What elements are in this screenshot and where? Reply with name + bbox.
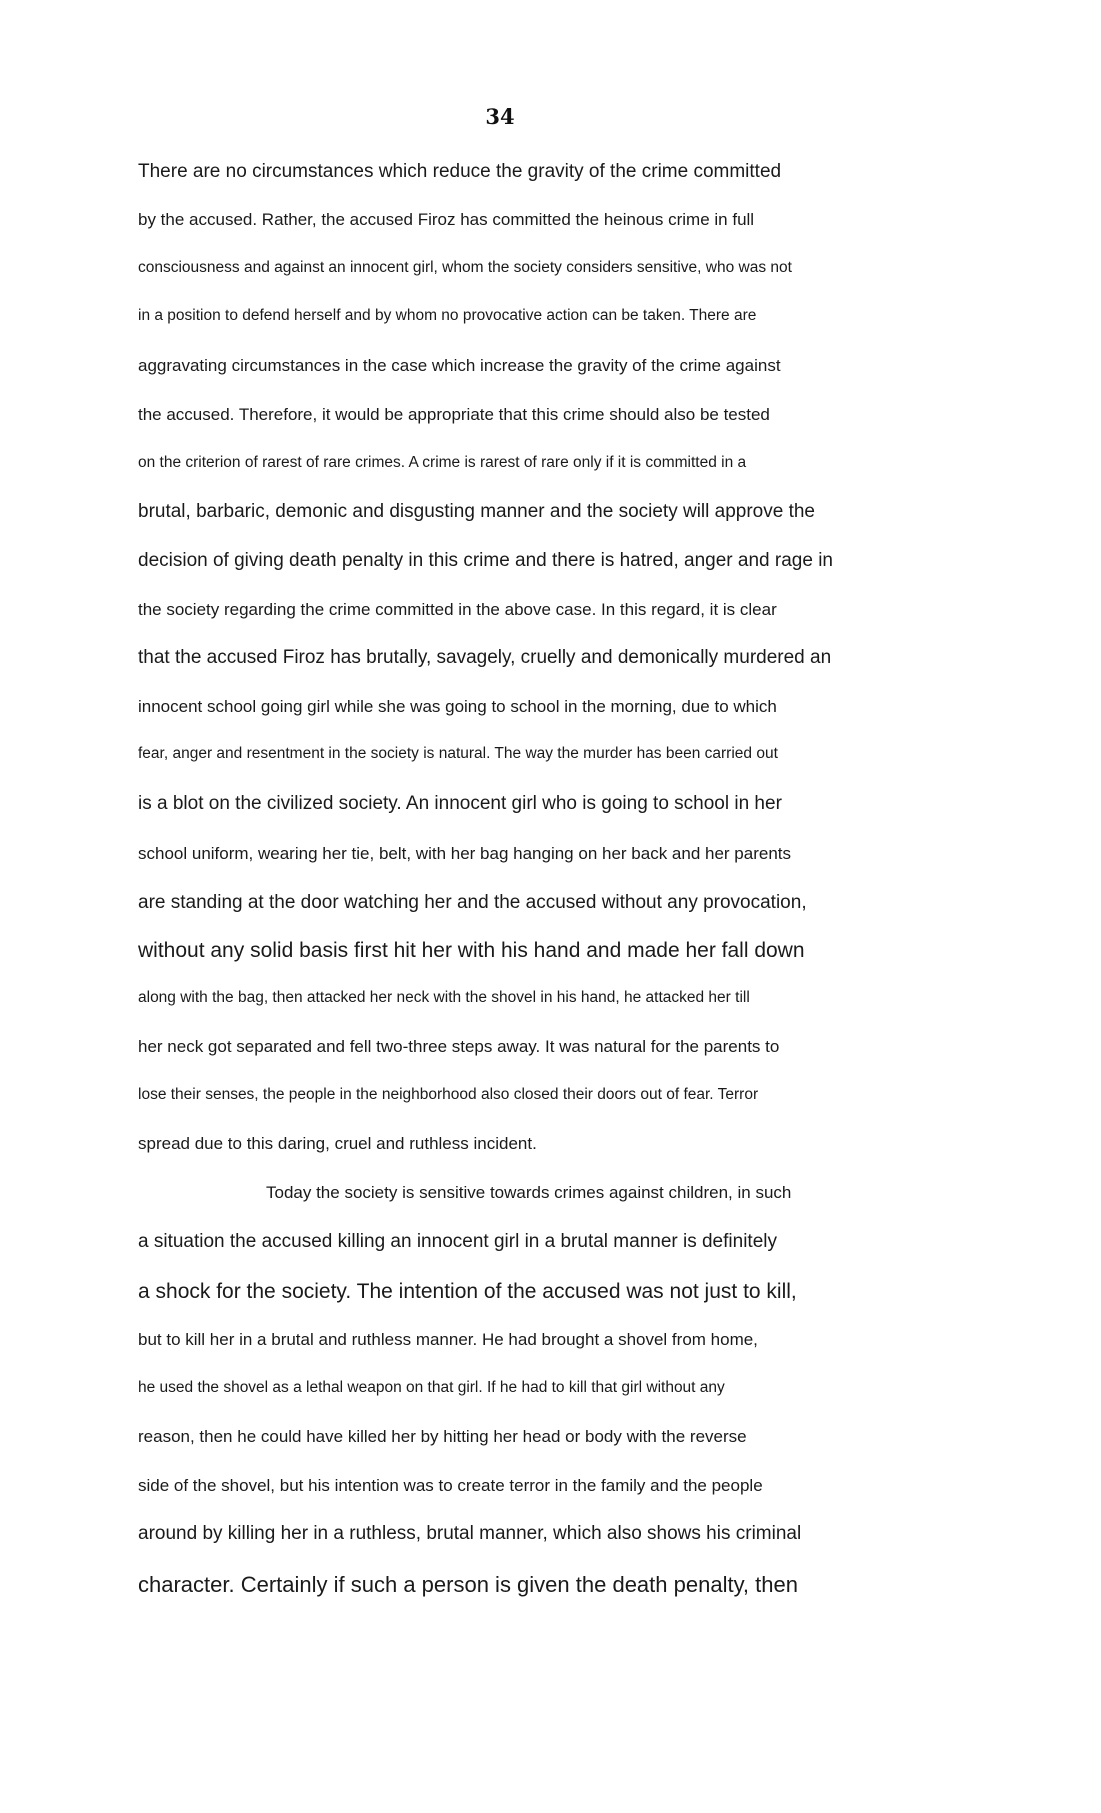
text-line: the society regarding the crime committed in the above case. In this regard, it is clear xyxy=(138,600,777,619)
text-line: brutal, barbaric, demonic and disgusting manner and the society will approve the xyxy=(138,501,815,522)
text-line: aggravating circumstances in the case which increase the gravity of the crime against xyxy=(138,356,781,375)
text-line: is a blot on the civilized society. An innocent girl who is going to school in her xyxy=(138,793,782,814)
text-line: lose their senses, the people in the neighborhood also closed their doors out of fear. Terror xyxy=(138,1086,759,1103)
text-line: reason, then he could have killed her by hitting her head or body with the reverse xyxy=(138,1427,747,1446)
text-line: her neck got separated and fell two-three steps away. It was natural for the parents to xyxy=(138,1037,780,1056)
text-line: side of the shovel, but his intention was to create terror in the family and the people xyxy=(138,1476,763,1495)
text-line: character. Certainly if such a person is given the death penalty, then xyxy=(138,1572,798,1597)
text-line: by the accused. Rather, the accused Firoz has committed the heinous crime in full xyxy=(138,210,755,229)
text-line: a shock for the society. The intention of the accused was not just to kill, xyxy=(138,1280,797,1303)
text-line: but to kill her in a brutal and ruthless manner. He had brought a shovel from home, xyxy=(138,1330,758,1349)
text-line: school uniform, wearing her tie, belt, with her bag hanging on her back and her parents xyxy=(138,844,792,863)
text-line: consciousness and against an innocent girl, whom the society considers sensitive, who was not xyxy=(138,259,792,276)
text-line: in a position to defend herself and by whom no provocative action can be taken. There are xyxy=(138,307,757,324)
text-line: fear, anger and resentment in the society is natural. The way the murder has been carried out xyxy=(138,745,778,762)
text-line: along with the bag, then attacked her neck with the shovel in his hand, he attacked her till xyxy=(138,989,750,1006)
text-line: spread due to this daring, cruel and ruthless incident. xyxy=(138,1134,537,1153)
text-line: a situation the accused killing an innocent girl in a brutal manner is definitely xyxy=(138,1231,777,1252)
text-line: are standing at the door watching her and the accused without any provocation, xyxy=(138,892,807,913)
text-line: There are no circumstances which reduce the gravity of the crime committed xyxy=(138,161,782,182)
text-line: decision of giving death penalty in this crime and there is hatred, anger and rage in xyxy=(138,550,833,571)
text-line: the accused. Therefore, it would be appropriate that this crime should also be tested xyxy=(138,405,770,424)
text-line: without any solid basis first hit her with his hand and made her fall down xyxy=(138,939,805,962)
text-line: innocent school going girl while she was going to school in the morning, due to which xyxy=(138,697,777,716)
text-line: around by killing her in a ruthless, brutal manner, which also shows his criminal xyxy=(138,1523,802,1544)
text-line: on the criterion of rarest of rare crimes. A crime is rarest of rare only if it is committed in a xyxy=(138,454,747,471)
text-line: he used the shovel as a lethal weapon on that girl. If he had to kill that girl without any xyxy=(138,1379,725,1396)
text-line: Today the society is sensitive towards crimes against children, in such xyxy=(266,1183,792,1202)
page-number: 34 xyxy=(485,104,515,129)
text-line: that the accused Firoz has brutally, savagely, cruelly and demonically murdered an xyxy=(138,647,832,668)
